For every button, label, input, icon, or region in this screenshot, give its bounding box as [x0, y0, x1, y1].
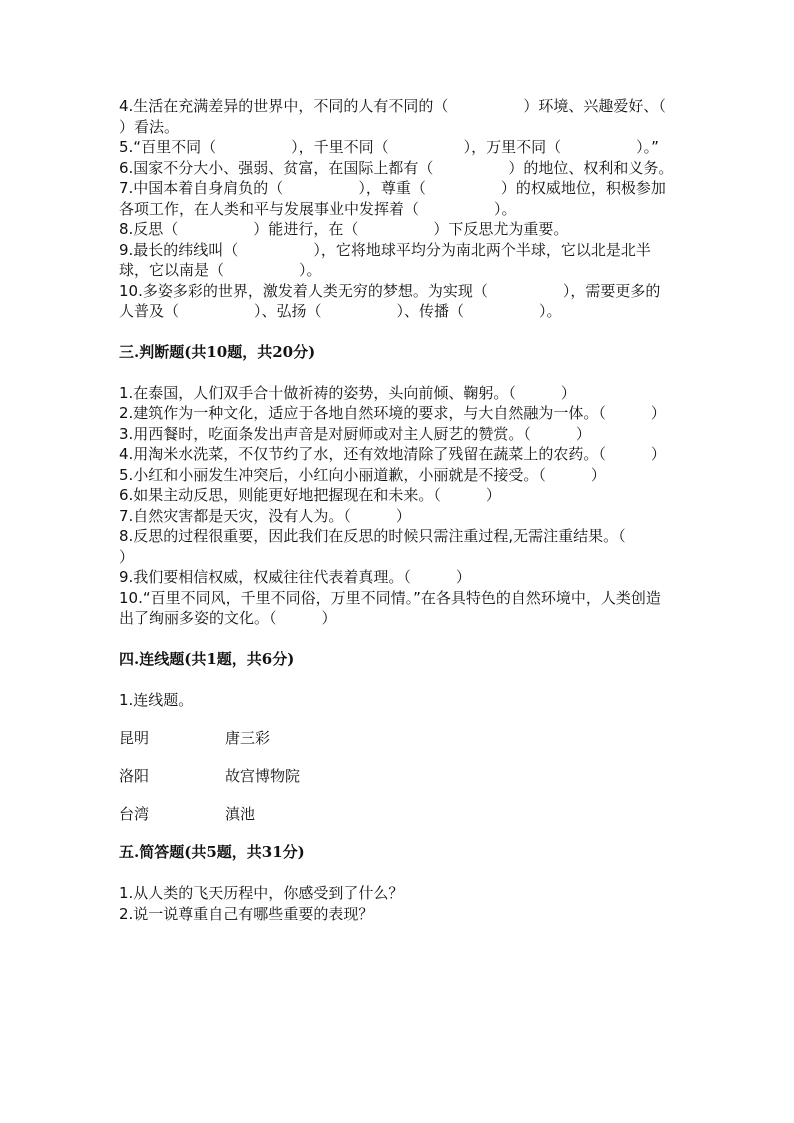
true-false-question: 5.小红和小丽发生冲突后，小红向小丽道歉，小丽就是不接受。（ ） — [119, 465, 606, 484]
matching-right-item: 唐三彩 — [225, 729, 271, 747]
matching-left-item: 洛阳 — [119, 767, 150, 785]
matching-row — [119, 728, 675, 748]
matching-right-item: 故宫博物院 — [225, 767, 301, 785]
matching-left-item: 台湾 — [119, 805, 150, 823]
short-answer-question: 2.说一说尊重自己有哪些重要的表现？ — [119, 904, 374, 923]
exam-content — [119, 96, 741, 924]
section-title-short-answer: 五.简答题(共5题，共31分) — [119, 843, 305, 861]
fill-in-question: 8.反思（ ）能进行，在（ ）下反思尤为重要。 — [119, 220, 569, 238]
true-false-question: 9.我们要相信权威，权威往往代表着真理。（ ） — [119, 568, 471, 586]
matching-right-item: 滇池 — [225, 805, 256, 823]
fill-in-question: 9.最长的纬线叫（ ），它将地球平均分为南北两个半球，它以北是北半球，它以南是（ ）。 — [119, 240, 651, 279]
true-false-question: 10.“百里不同风，千里不同俗，万里不同情。”在各具特色的自然环境中，人类创造出了绚丽多姿的文化。（ ） — [119, 588, 661, 627]
section-title-matching: 四.连线题(共1题，共6分) — [119, 649, 295, 668]
fill-in-question: 4.生活在充满差异的世界中，不同的人有不同的（ ）环境、兴趣爱好、（ ）看法。 — [119, 97, 741, 136]
true-false-question-list — [119, 383, 675, 629]
short-answer-question: 1.从人类的飞天历程中，你感受到了什么？ — [119, 884, 404, 902]
fill-in-question: 5.“百里不同（ ），千里不同（ ），万里不同（ ）。” — [119, 138, 659, 156]
matching-left-item: 昆明 — [119, 729, 150, 747]
true-false-question: 3.用西餐时，吃面条发出声音是对厨师或对主人厨艺的赞赏。（ ） — [119, 424, 591, 443]
fill-in-question: 7.中国本着自身肩负的（ ），尊重（ ）的权威地位，积极参加各项工作，在人类和平与发展事业中发挥着（ ）。 — [119, 179, 666, 218]
matching-question: 1.连线题。 — [119, 690, 194, 709]
true-false-question: 6.如果主动反思，则能更好地把握现在和未来。（ ） — [119, 486, 501, 504]
matching-row — [119, 804, 675, 824]
true-false-question: 1.在泰国，人们双手合十做祈祷的姿势，头向前倾、鞠躬。（ ） — [119, 383, 576, 402]
true-false-question: 4.用淘米水洗菜，不仅节约了水，还有效地清除了残留在蔬菜上的农药。（ ） — [119, 445, 666, 463]
true-false-question: 7.自然灾害都是天灾，没有人为。（ ） — [119, 506, 411, 525]
short-answer-question-list — [119, 883, 675, 924]
fill-in-question-list — [119, 96, 741, 322]
fill-in-question: 10.多姿多彩的世界，激发着人类无穷的梦想。为实现（ ），需要更多的人普及（ ）、弘扬（ ）、传播（ ）。 — [119, 281, 661, 320]
matching-row — [119, 766, 675, 786]
true-false-question: 2.建筑作为一种文化，适应于各地自然环境的要求，与大自然融为一体。（ ） — [119, 404, 666, 422]
fill-in-question: 6.国家不分大小、强弱、贫富，在国际上都有（ ）的地位、权利和义务。 — [119, 158, 674, 177]
true-false-question: 8.反思的过程很重要，因此我们在反思的时候只需注重过程,无需注重结果。（ ） — [119, 527, 671, 566]
section-title-true-false: 三.判断题(共10题，共20分) — [119, 342, 316, 361]
